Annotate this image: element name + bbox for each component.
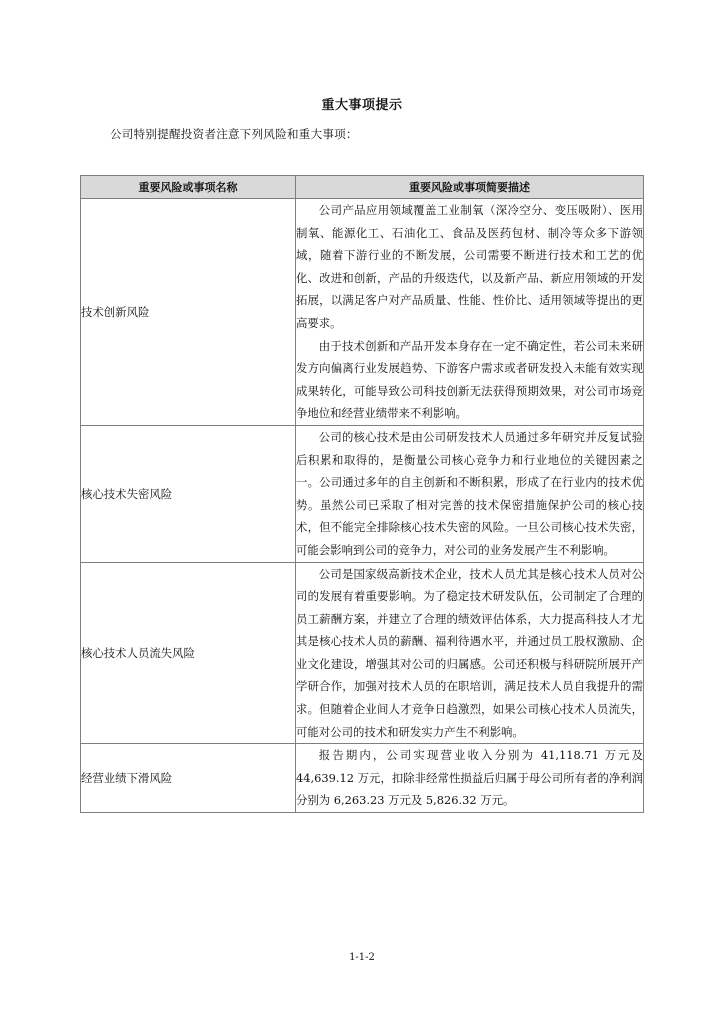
description-paragraph: 报告期内，公司实现营业收入分别为 41,118.71 万元及 44,639.12 万元，扣除非经常性损益后归属于母公司所有者的净利润分别为 6,263.23 万元及 5,826.32 万元。 xyxy=(296,748,643,808)
risk-description-core-staff-loss xyxy=(296,562,644,744)
header-risk-name: 重要风险或事项名称 xyxy=(81,176,296,199)
risk-name-performance-decline: 经营业绩下滑风险 xyxy=(81,744,296,813)
risk-name-core-tech-leak: 核心技术失密风险 xyxy=(81,425,296,562)
table-row xyxy=(81,425,644,562)
description-paragraph: 公司是国家级高新技术企业，技术人员尤其是核心技术人员对公司的发展有着重要影响。为了稳定技术研发队伍，公司制定了合理的员工薪酬方案，并建立了合理的绩效评估体系，大力提高科技人才尤其是核心技术人员的薪酬、福利待遇水平，并通过员工股权激励、企业文化建设，增强其对公司的归属感。公司还积极与科研院所展开产学研合作，加强对技术人员的在职培训，满足技术人员自我提升的需求。但随着企业间人才竞争日趋激烈，如果公司核心技术人员流失，可能对公司的技术和研发实力产生不利影响。 xyxy=(296,566,643,739)
page-number: 1-1-2 xyxy=(349,952,375,963)
risk-description-core-tech-leak xyxy=(296,425,644,562)
table-row xyxy=(81,744,644,813)
risk-table xyxy=(80,175,644,813)
table-row xyxy=(81,562,644,744)
risk-description-performance-decline xyxy=(296,744,644,813)
description-paragraph: 公司产品应用领域覆盖工业制氧（深冷空分、变压吸附）、医用制氧、能源化工、石油化工、食品及医药包材、制冷等众多下游领域，随着下游行业的不断发展，公司需要不断进行技术和工艺的优化、改进和创新，产品的升级迭代，以及新产品、新应用领域的开发拓展，以满足客户对产品质量、性能、性价比、适用领域等提出的更高要求。 xyxy=(296,203,643,330)
description-paragraph: 由于技术创新和产品开发本身存在一定不确定性，若公司未来研发方向偏离行业发展趋势、下游客户需求或者研发投入未能有效实现成果转化，可能导致公司科技创新无法获得预期效果，对公司市场竞争地位和经营业绩带来不利影响。 xyxy=(296,338,643,421)
table-header-row xyxy=(81,176,644,199)
risk-name-tech-innovation: 技术创新风险 xyxy=(81,199,296,426)
intro-text: 公司特别提醒投资者注意下列风险和重大事项： xyxy=(110,127,358,141)
page-title: 重大事项提示 xyxy=(321,98,403,113)
risk-name-core-staff-loss: 核心技术人员流失风险 xyxy=(81,562,296,744)
description-paragraph: 公司的核心技术是由公司研发技术人员通过多年研究并反复试验后积累和取得的，是衡量公司核心竞争力和行业地位的关键因素之一。公司通过多年的自主创新和不断积累，形成了在行业内的技术优势。虽然公司已采取了相对完善的技术保密措施保护公司的核心技术，但不能完全排除核心技术失密的风险。一旦公司核心技术失密，可能会影响到公司的竞争力，对公司的业务发展产生不利影响。 xyxy=(296,429,643,557)
risk-description-tech-innovation xyxy=(296,199,644,426)
header-risk-description: 重要风险或事项简要描述 xyxy=(296,176,644,199)
table-row xyxy=(81,199,644,426)
